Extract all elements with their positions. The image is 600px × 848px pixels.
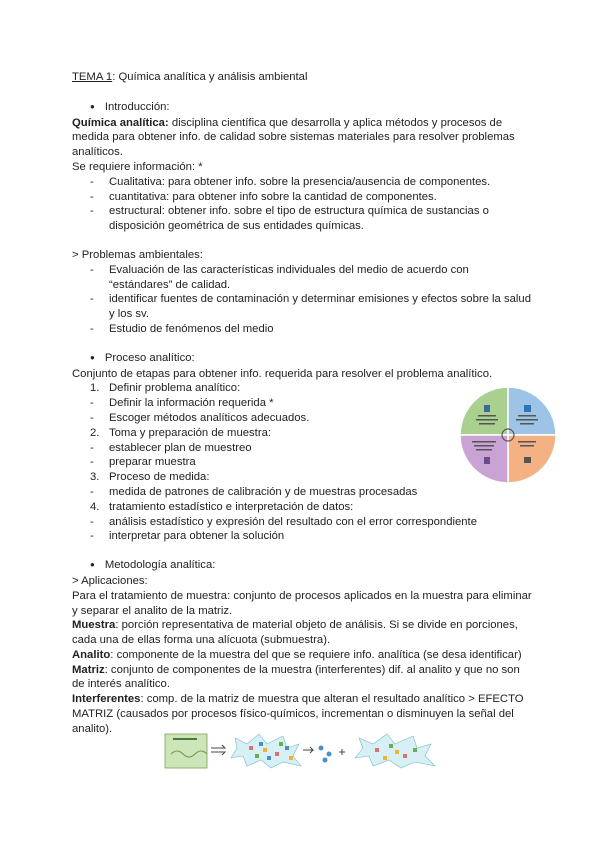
list-item: - Cualitativa: para obtener info. sobre la presencia/ausencia de componentes.: [72, 175, 532, 190]
info-types-list: [72, 175, 532, 234]
def-muestra: Muestra: porción representativa de material objeto de análisis. Si se divide en porciones, cada una de ellas forma una alícuota (submuestra).: [72, 619, 518, 647]
list-item: - interpretar para obtener la solución: [72, 529, 532, 544]
problems-list: [72, 263, 532, 337]
list-item: - preparar muestra: [72, 455, 532, 470]
list-item: - Evaluación de las características individuales del medio de acuerdo con “estándares” de calidad.: [72, 263, 532, 293]
methodology-bullet: ● Metodología analítica:: [72, 558, 532, 574]
def-analito: Analito: componente de la muestra del que se requiere info. analítica (se desa identificar): [72, 648, 522, 661]
list-item: - Estudio de fenómenos del medio: [72, 322, 532, 337]
process-bullet: ● Proceso analítico:: [72, 351, 532, 367]
list-item: - identificar fuentes de contaminación y determinar emisiones y efectos sobre la salud y los sv.: [72, 292, 532, 322]
quadrant-blue: [508, 387, 556, 435]
pencil-icon: [524, 457, 531, 463]
flask-icon: [484, 405, 490, 412]
list-item: - Definir la información requerida *: [72, 396, 532, 411]
step-item: 3. Proceso de medida:: [90, 471, 210, 484]
treatment-text: Para el tratamiento de muestra: conjunto de procesos aplicados en la muestra para eliminar y separar el analito de la matriz.: [72, 589, 532, 617]
check-icon: [524, 405, 531, 412]
list-item: - estructural: obtener info. sobre el tipo de estructura química de sustancias o disposición geométrica de sus entidades químicas.: [72, 204, 532, 234]
page-title: TEMA 1: Química analítica y análisis ambiental: [72, 71, 308, 83]
list-item: - cuantitativa: para obtener info sobre la cantidad de componentes.: [72, 190, 532, 205]
sample-treatment-diagram: [163, 730, 475, 770]
intro-definition: Química analítica: disciplina científica que desarrolla y aplica métodos y procesos de medida para obtener info. de calidad sobre sistemas materiales para resolver problemas analíticos.: [72, 116, 515, 159]
list-item: - Escoger métodos analíticos adecuados.: [72, 411, 532, 426]
def-interferentes: Interferentes: comp. de la matriz de muestra que alteran el resultado analítico > EFECTO MATRIZ (causados por procesos físico-químicos, incrementan o disminuyen la señal del analito).: [72, 693, 524, 735]
step-item: 2. Toma y preparación de muestra:: [90, 426, 272, 439]
requires-line: Se requiere información: *: [72, 160, 203, 173]
applications-heading: > Aplicaciones:: [72, 574, 148, 587]
process-cycle-diagram: [458, 385, 558, 485]
intro-bullet: ● Introducción:: [72, 100, 532, 116]
process-intro: Conjunto de etapas para obtener info. requerida para resolver el problema analítico.: [72, 367, 493, 380]
step-item: 1. Definir problema analítico:: [90, 382, 241, 395]
def-matriz: Matriz: conjunto de componentes de la muestra (interferentes) dif. al analito y que no son de interés analítico.: [72, 663, 520, 691]
problems-heading: > Problemas ambientales:: [72, 248, 203, 261]
step-item: 4. tratamiento estadístico e interpretación de datos:: [90, 500, 354, 513]
list-item: - medida de patrones de calibración y de muestras procesadas: [72, 485, 532, 500]
arrow-icon: [211, 745, 225, 755]
document-icon: [484, 457, 490, 464]
list-item: - establecer plan de muestreo: [72, 441, 532, 456]
list-item: - análisis estadístico y expresión del resultado con el error correspondiente: [72, 515, 532, 530]
